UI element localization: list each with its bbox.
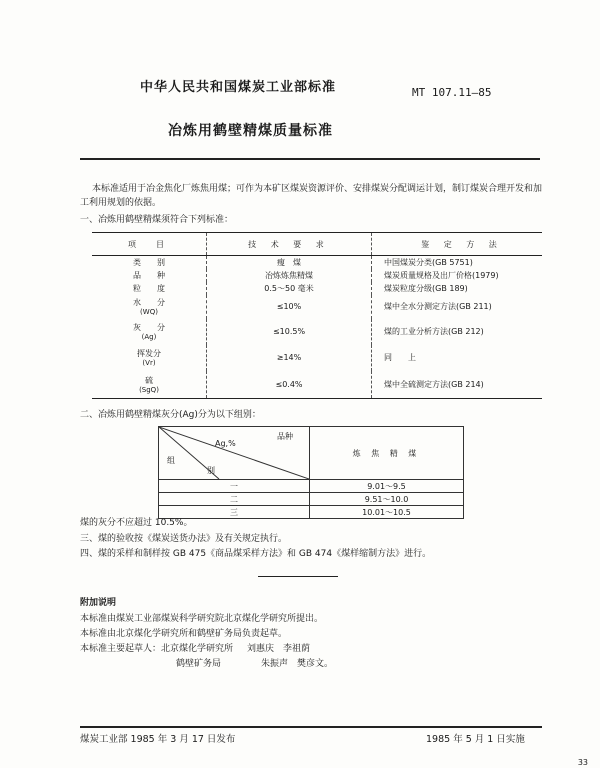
group-label: 一 bbox=[159, 480, 310, 493]
footer-divider bbox=[80, 726, 542, 728]
group-value: 10.01～10.5 bbox=[310, 506, 464, 519]
row-requirement: 冶炼炼焦精煤 bbox=[207, 269, 372, 282]
ash-limit-note: 煤的灰分不应超过 10.5%。 bbox=[80, 518, 193, 528]
ash-group-table bbox=[158, 426, 464, 519]
section-4-text: 四、煤的采样和制样按 GB 475《商品煤采样方法》和 GB 474《煤样缩制方法》进行。 bbox=[80, 549, 432, 559]
group-label: 三 bbox=[159, 506, 310, 519]
standard-code: MT 107.11—85 bbox=[412, 86, 492, 99]
row-method: 煤炭粒度分级(GB 189) bbox=[384, 283, 468, 293]
row-method: 煤中全水分测定方法(GB 211) bbox=[384, 302, 492, 311]
appendix-line-2: 本标准由北京煤化学研究所和鹤壁矿务局负责起草。 bbox=[80, 629, 288, 639]
row-requirement: ≥14% bbox=[207, 345, 372, 371]
table-row bbox=[92, 269, 542, 282]
row-item: 粒 度 bbox=[92, 282, 207, 295]
group-value: 9.01～9.5 bbox=[310, 480, 464, 493]
row-item: 类 别 bbox=[92, 256, 207, 269]
row-method: 煤炭质量规格及出厂价格(1979) bbox=[384, 270, 499, 280]
group-value: 9.51～10.0 bbox=[310, 493, 464, 506]
diag-label-variety: 品种 bbox=[277, 432, 293, 441]
row-item-symbol: (Vr) bbox=[142, 359, 156, 367]
row-item: 硫 bbox=[145, 375, 153, 385]
section-1-heading: 一、冶炼用鹤壁精煤须符合下列标准： bbox=[80, 215, 234, 225]
effective-date: 1985 年 5 月 1 日实施 bbox=[426, 734, 525, 745]
drafter-names-2: 朱振声 樊彦文。 bbox=[261, 659, 334, 669]
table-row bbox=[92, 295, 542, 319]
row-method: 煤的工业分析方法(GB 212) bbox=[384, 327, 484, 336]
row-requirement: 0.5～50 毫米 bbox=[207, 282, 372, 295]
col-header-method: 鉴 定 方 法 bbox=[372, 233, 543, 256]
row-requirement: ≤10.5% bbox=[207, 319, 372, 345]
col-header-item: 项 目 bbox=[92, 233, 207, 256]
diag-label-group-1: 组 bbox=[167, 456, 175, 465]
row-item: 灰 分 bbox=[133, 323, 165, 332]
table-row bbox=[92, 371, 542, 399]
drafter-org-1: 北京煤化学研究所 bbox=[161, 644, 234, 654]
page-number: 33 bbox=[577, 758, 588, 767]
diag-label-ash: Ag,% bbox=[215, 439, 236, 448]
standard-authority: 中华人民共和国煤炭工业部标准 bbox=[140, 80, 337, 95]
drafter-org-2: 鹤壁矿务局 bbox=[176, 659, 222, 669]
table-row bbox=[92, 282, 542, 295]
section-2-heading: 二、冶炼用鹤壁精煤灰分(Ag)分为以下组别： bbox=[80, 410, 261, 420]
row-requirement: ≤0.4% bbox=[207, 371, 372, 399]
section-3-text: 三、煤的验收按《煤炭送货办法》及有关规定执行。 bbox=[80, 534, 288, 544]
diag-label-group-2: 别 bbox=[207, 466, 215, 475]
appendix-title: 附加说明 bbox=[80, 598, 117, 608]
appendix-drafters bbox=[80, 642, 542, 656]
end-divider bbox=[258, 576, 338, 577]
title-divider bbox=[80, 158, 540, 160]
appendix-drafters-2 bbox=[176, 657, 536, 671]
row-method: 中国煤炭分类(GB 5751) bbox=[384, 257, 473, 267]
col-header-requirement: 技 术 要 求 bbox=[207, 233, 372, 256]
table-header-row bbox=[159, 427, 464, 480]
row-method: 同 上 bbox=[384, 353, 416, 362]
group-label: 二 bbox=[159, 493, 310, 506]
table-row bbox=[159, 493, 464, 506]
row-item-symbol: (SgQ) bbox=[139, 385, 159, 394]
table-row bbox=[92, 345, 542, 371]
row-requirement: 瘦 煤 bbox=[207, 256, 372, 269]
drafter-names-1: 刘惠庆 李祖荫 bbox=[247, 644, 311, 654]
appendix-line-1: 本标准由煤炭工业部煤炭科学研究院北京煤化学研究所提出。 bbox=[80, 614, 324, 624]
row-item-symbol: (Ag) bbox=[141, 333, 157, 341]
table-header-row bbox=[92, 233, 542, 256]
table-row bbox=[92, 256, 542, 269]
row-item: 水 分 bbox=[133, 298, 165, 307]
row-item: 挥发分 bbox=[137, 349, 161, 358]
row-method: 煤中全硫测定方法(GB 214) bbox=[372, 371, 543, 399]
intro-paragraph: 本标准适用于冶金焦化厂炼焦用煤；可作为本矿区煤炭资源评价、安排煤炭分配调运计划，制订煤炭合理开发和加工利用规划的依据。 bbox=[80, 184, 543, 208]
row-item: 品 种 bbox=[92, 269, 207, 282]
document-title: 冶炼用鹤壁精煤质量标准 bbox=[168, 123, 333, 139]
drafters-label: 本标准主要起草人： bbox=[80, 644, 162, 654]
table-row bbox=[159, 480, 464, 493]
row-requirement: ≤10% bbox=[207, 295, 372, 319]
quality-standard-table bbox=[92, 232, 542, 399]
col-header-coking-coal: 炼 焦 精 煤 bbox=[310, 427, 464, 480]
table-row bbox=[92, 319, 542, 345]
row-item-symbol: (WQ) bbox=[140, 308, 158, 316]
diagonal-header-cell bbox=[159, 427, 310, 480]
issue-date: 煤炭工业部 1985 年 3 月 17 日发布 bbox=[80, 734, 236, 745]
